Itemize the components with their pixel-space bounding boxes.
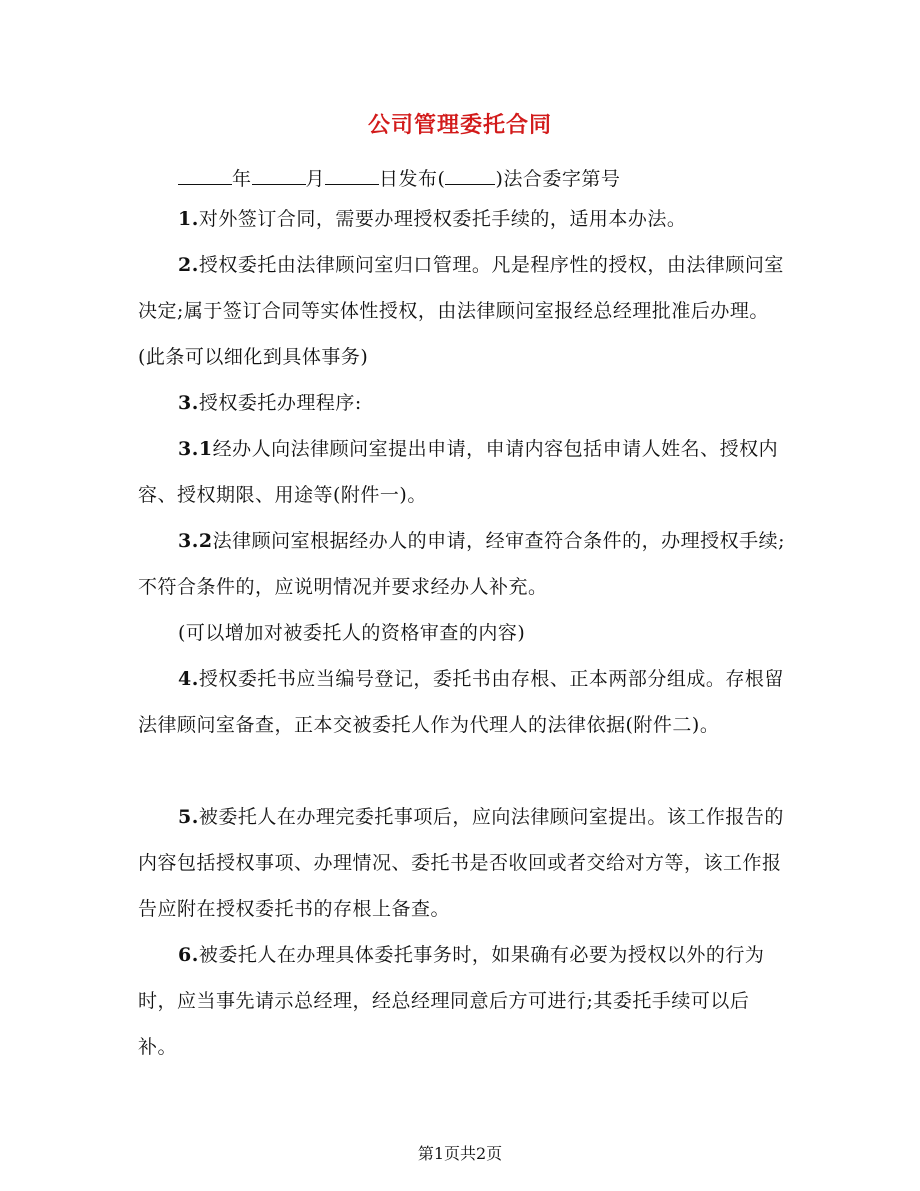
paragraph-4 [138,656,786,748]
paragraph-number: 3. [178,392,199,414]
paragraph-text: 对外签订合同，需要办理授权委托手续的，适用本办法。 [198,208,687,230]
year-blank [178,164,232,185]
paragraph-number: 6. [178,944,199,966]
paragraph-3 [138,380,786,426]
paragraph-number: 3.1 [178,438,213,460]
paragraph-text: 被委托人在办理具体委托事务时，如果确有必要为授权以外的行为时，应当事先请示总经理，经总经理同意后方可进行;其委托手续可以后补。 [138,944,765,1058]
month-blank [252,164,306,185]
page-footer: 第1页共2页 [417,1144,503,1163]
paragraph-text: 授权委托书应当编号登记，委托书由存根、正本两部分组成。存根留法律顾问室备查，正本交被委托人作为代理人的法律依据(附件二)。 [138,668,784,736]
paragraph-2 [138,242,786,380]
month-label: 月 [305,168,326,190]
paragraph-5 [138,794,786,932]
paragraph-number: 3.2 [178,530,213,552]
paragraph-text: 经办人向法律顾问室提出申请，申请内容包括申请人姓名、授权内容、授权期限、用途等(附件一)。 [138,438,779,506]
year-label: 年 [232,168,252,190]
paragraph-text: 法律顾问室根据经办人的申请，经审查符合条件的，办理授权手续;不符合条件的，应说明情况并要求经办人补充。 [138,530,785,598]
paragraph-number: 4. [178,668,199,690]
paragraph-text: 被委托人在办理完委托事项后，应向法律顾问室提出。该工作报告的内容包括授权事项、办理情况、委托书是否收回或者交给对方等，该工作报告应附在授权委托书的存根上备查。 [138,806,784,920]
paragraph-3-1 [138,426,786,518]
header-suffix: )法合委字第号 [495,168,621,190]
paragraph-note [138,610,786,656]
day-published-label: 日发布( [379,168,446,190]
paragraph-text: 授权委托办理程序: [198,392,362,414]
day-blank [325,164,379,185]
document-title: 公司管理委托合同 [367,112,552,138]
paragraph-6 [138,932,786,1070]
paragraph-text: (可以增加对被委托人的资格审查的内容) [178,622,526,644]
number-blank [445,164,495,185]
paragraph-number: 1. [178,208,199,230]
paragraph-1 [138,196,786,242]
paragraph-3-2 [138,518,786,610]
paragraph-number: 5. [178,806,199,828]
paragraph-number: 2. [178,254,199,276]
paragraph-text: 授权委托由法律顾问室归口管理。凡是程序性的授权，由法律顾问室决定;属于签订合同等实体性授权，由法律顾问室报经总经理批准后办理。(此条可以细化到具体事务) [138,254,784,368]
